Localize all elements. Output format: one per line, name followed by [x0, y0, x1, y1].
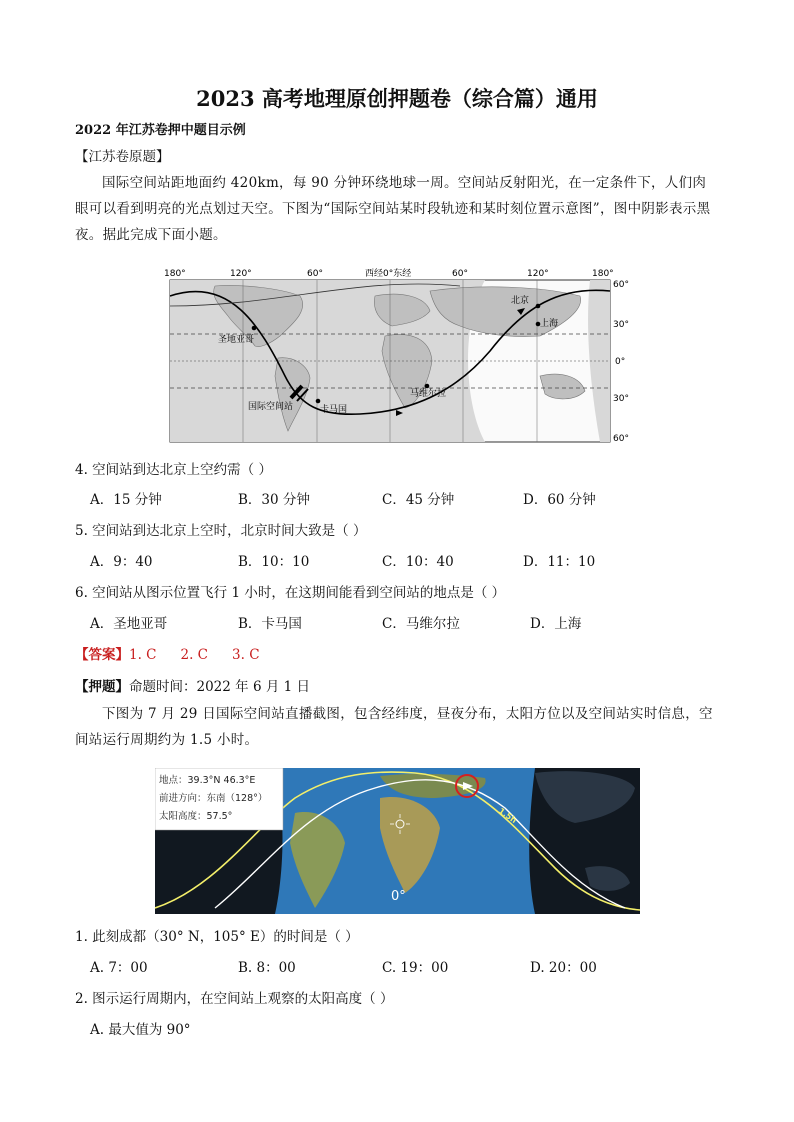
iss-live-map [155, 768, 640, 914]
q5-option-b: B．10：10 [238, 554, 310, 570]
question-4-stem: 4. 空间站到达北京上空约需（ ） [75, 462, 272, 478]
q5-option-c: C．10：40 [382, 554, 454, 570]
question-2-stem: 2. 图示运行周期内，在空间站上观察的太阳高度（ ） [75, 991, 394, 1007]
q4-option-a: A．15 分钟 [90, 492, 162, 508]
label-iss: 国际空间站 [248, 402, 294, 412]
label-santiago: 圣地亚哥 [218, 335, 255, 345]
pressing-label: 【押题】 [75, 679, 129, 695]
lon-label-60e: 60° [452, 269, 468, 279]
lat-label-60n: 60° [613, 280, 629, 290]
question-5-stem: 5. 空间站到达北京上空时，北京时间大致是（ ） [75, 523, 367, 539]
lat-label-30n: 30° [613, 320, 629, 330]
prime-meridian-label: 0° [391, 889, 406, 904]
lon-label-120e: 120° [527, 269, 549, 279]
q4-option-c: C．45 分钟 [382, 492, 455, 508]
pressing-time: 命题时间：2022 年 6 月 1 日 [129, 679, 310, 695]
lon-label-prime: 西经0°东经 [365, 269, 412, 279]
document-subtitle: 2022 年江苏卷押中题目示例 [75, 123, 246, 138]
intro-paragraph: 国际空间站距地面约 420km，每 90 分钟环绕地球一周。空间站反射阳光，在一定条件下，人们肉眼可以看到明亮的光点划过天空。下图为“国际空间站某时段轨迹和某时刻位置示意图”，图中阴影表示黑夜。据此完成下面小题。 [75, 175, 711, 243]
document-title: 2023 高考地理原创押题卷（综合篇）通用 [196, 86, 598, 111]
pressing-line [75, 675, 310, 695]
lat-label-60s: 60° [613, 434, 629, 444]
q2-option-a: A. 最大值为 90° [90, 1022, 191, 1038]
answer-item-1: 1. C [129, 647, 157, 663]
label-kamaguo: 卡马国 [320, 405, 348, 415]
answer-label: 【答案】 [75, 647, 129, 663]
info-direction: 前进方向：东南（128°） [159, 793, 268, 804]
iss-live-map-svg [155, 768, 640, 914]
label-shanghai: 上海 [540, 319, 559, 329]
answer-item-2: 2. C [180, 647, 209, 663]
lon-label-120w: 120° [230, 269, 252, 279]
q6-option-d: D．上海 [530, 616, 582, 632]
q1-option-a: A. 7：00 [90, 960, 148, 976]
question-1-stem: 1. 此刻成都（30° N，105° E）的时间是（ ） [75, 929, 359, 945]
beijing-dot [536, 304, 541, 309]
section-original-heading: 【江苏卷原题】 [75, 149, 170, 165]
lon-label-180w: 180° [164, 269, 186, 279]
q1-option-c: C. 19：00 [382, 960, 449, 976]
iss-trajectory-map [160, 266, 635, 446]
lon-label-180e: 180° [592, 269, 614, 279]
answer-item-3: 3. C [232, 647, 260, 663]
info-sun-altitude: 太阳高度：57.5° [159, 811, 233, 822]
lat-label-30s: 30° [613, 394, 629, 404]
lon-label-60w: 60° [307, 269, 323, 279]
question-6-stem: 6. 空间站从图示位置飞行 1 小时，在这期间能看到空间站的地点是（ ） [75, 585, 506, 601]
q4-option-b: B．30 分钟 [238, 492, 310, 508]
q5-option-a: A．9：40 [90, 554, 153, 570]
q6-option-a: A．圣地亚哥 [90, 616, 168, 632]
info-location: 地点：39.3°N 46.3°E [159, 775, 256, 786]
q1-option-b: B. 8：00 [238, 960, 296, 976]
q4-option-d: D．60 分钟 [523, 492, 596, 508]
label-beijing: 北京 [511, 296, 530, 306]
iss-trajectory-map-svg [160, 266, 635, 446]
pressing-paragraph: 下图为 7 月 29 日国际空间站直播截图，包含经纬度，昼夜分布，太阳方位以及空间站实时信息，空间站运行周期约为 1.5 小时。 [75, 706, 713, 748]
orbit-duration-tag: 1.5h [496, 806, 519, 826]
lat-label-0: 0° [615, 357, 626, 367]
q1-option-d: D. 20：00 [530, 960, 597, 976]
q6-option-c: C．马维尔拉 [382, 616, 460, 632]
kamaguo-dot [316, 399, 321, 404]
q5-option-d: D．11：10 [523, 554, 596, 570]
q6-option-b: B．卡马国 [238, 616, 302, 632]
santiago-dot [252, 326, 257, 331]
maweierla-dot [425, 384, 430, 389]
label-maweierla: 马维尔拉 [410, 389, 447, 399]
answer-line [75, 643, 260, 663]
